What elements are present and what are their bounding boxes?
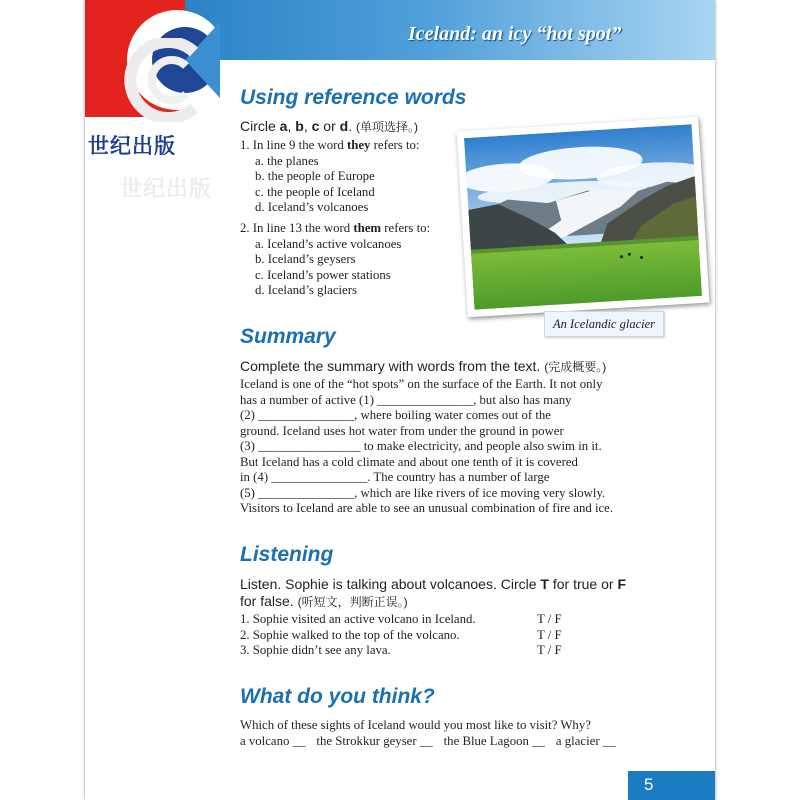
instr-line-1 xyxy=(240,576,626,593)
instr-chinese: (听短文，判断正误。) xyxy=(297,595,408,609)
instr-chinese: (单项选择。) xyxy=(355,120,418,134)
question-stem xyxy=(240,138,420,154)
listening-items xyxy=(240,612,580,659)
stem-text: 1. In line 9 the word xyxy=(240,138,347,152)
publisher-logo-text: 世纪出版 xyxy=(88,134,176,158)
instr-false-letter: F xyxy=(617,576,626,592)
instr-letter-d: d xyxy=(339,118,349,134)
summary-line: Iceland is one of the “hot spots” on the surface of the Earth. It not only xyxy=(240,377,603,391)
think-question: Which of these sights of Iceland would you most like to visit? Why? xyxy=(240,718,591,732)
heading-reference-words: Using reference words xyxy=(240,86,467,109)
summary-paragraph xyxy=(240,377,613,517)
glacier-landscape-image xyxy=(464,124,702,310)
summary-instruction xyxy=(240,358,606,376)
photo-caption: An Icelandic glacier xyxy=(544,311,664,337)
heading-what-do-you-think: What do you think? xyxy=(240,685,435,708)
stem-text: 2. In line 13 the word xyxy=(240,221,354,235)
true-false-choice: T / F xyxy=(537,612,562,626)
think-choices xyxy=(240,733,627,749)
listening-instruction xyxy=(240,576,626,611)
stem-text: refers to: xyxy=(381,221,431,235)
question-1 xyxy=(240,138,420,216)
true-false-choice: T / F xyxy=(537,627,562,642)
choice-item: a glacier __ xyxy=(555,734,616,748)
option-d: d. Iceland’s volcanoes xyxy=(255,200,369,215)
page-number-badge xyxy=(628,771,715,800)
summary-line: in (4) _______________. The country has a number of large xyxy=(240,470,550,484)
reference-instruction xyxy=(240,118,418,136)
publisher-watermark-text: 世纪出版 xyxy=(120,177,213,202)
heading-summary: Summary xyxy=(240,325,336,348)
question-stem xyxy=(240,221,430,237)
instr-true-letter: T xyxy=(540,576,549,592)
summary-line: But Iceland has a cold climate and about one tenth of it is covered xyxy=(240,454,578,469)
chapter-title: Iceland: an icy “hot spot” xyxy=(408,23,622,45)
statement: 2. Sophie walked to the top of the volcano. xyxy=(240,627,460,642)
instr-letter-b: b xyxy=(295,118,304,134)
page-number: 5 xyxy=(644,775,654,794)
summary-line: has a number of active (1) _______________, but also has many xyxy=(240,392,572,407)
instr-text: . xyxy=(348,118,356,134)
instr-text: , xyxy=(287,118,296,134)
summary-line: (5) _______________, which are like rivers of ice moving very slowly. xyxy=(240,485,606,500)
instr-line-2 xyxy=(240,593,626,611)
option-c: c. the people of Iceland xyxy=(255,184,375,199)
option-d: d. Iceland’s glaciers xyxy=(255,283,357,298)
instr-letter-a: a xyxy=(279,118,288,134)
logo-watermark-icon xyxy=(116,38,216,122)
summary-line: ground. Iceland uses hot water from under the ground in power xyxy=(240,423,564,438)
heading-listening: Listening xyxy=(240,543,334,566)
question-2 xyxy=(240,221,430,299)
instr-text: Complete the summary with words from the text. xyxy=(240,358,545,374)
instr-text: or xyxy=(319,118,340,134)
reference-word: them xyxy=(353,221,382,235)
instr-text: for false. xyxy=(240,593,298,609)
glacier-photo xyxy=(457,117,710,317)
option-b: b. the people of Europe xyxy=(255,169,375,184)
option-a: a. the planes xyxy=(255,153,319,168)
reference-word: they xyxy=(346,138,371,152)
statement: 3. Sophie didn’t see any lava. xyxy=(240,643,391,657)
instr-letter-c: c xyxy=(311,118,320,134)
option-b: b. Iceland’s geysers xyxy=(255,252,356,267)
list-item xyxy=(240,643,580,659)
choice-item: the Blue Lagoon __ xyxy=(443,734,545,748)
option-a: a. Iceland’s active volcanoes xyxy=(255,236,402,251)
summary-line: (2) _______________, where boiling water comes out of the xyxy=(240,408,551,422)
summary-line: Visitors to Iceland are able to see an unusual combination of fire and ice. xyxy=(240,501,614,515)
option-c: c. Iceland’s power stations xyxy=(255,267,391,282)
summary-line: (3) ________________ to make electricity, and people also swim in it. xyxy=(240,439,602,453)
instr-text: , xyxy=(303,118,312,134)
statement: 1. Sophie visited an active volcano in Iceland. xyxy=(240,612,476,626)
instr-text: Listen. Sophie is talking about volcanoes. Circle xyxy=(240,576,541,592)
choice-item: the Strokkur geyser __ xyxy=(316,734,433,748)
stem-text: refers to: xyxy=(370,138,420,152)
true-false-choice: T / F xyxy=(537,643,562,657)
instr-chinese: (完成概要。) xyxy=(544,360,607,374)
instr-text: for true or xyxy=(548,576,618,592)
choice-item: a volcano __ xyxy=(240,734,306,748)
instr-text: Circle xyxy=(240,118,280,134)
list-item xyxy=(240,612,580,628)
list-item xyxy=(240,628,580,644)
